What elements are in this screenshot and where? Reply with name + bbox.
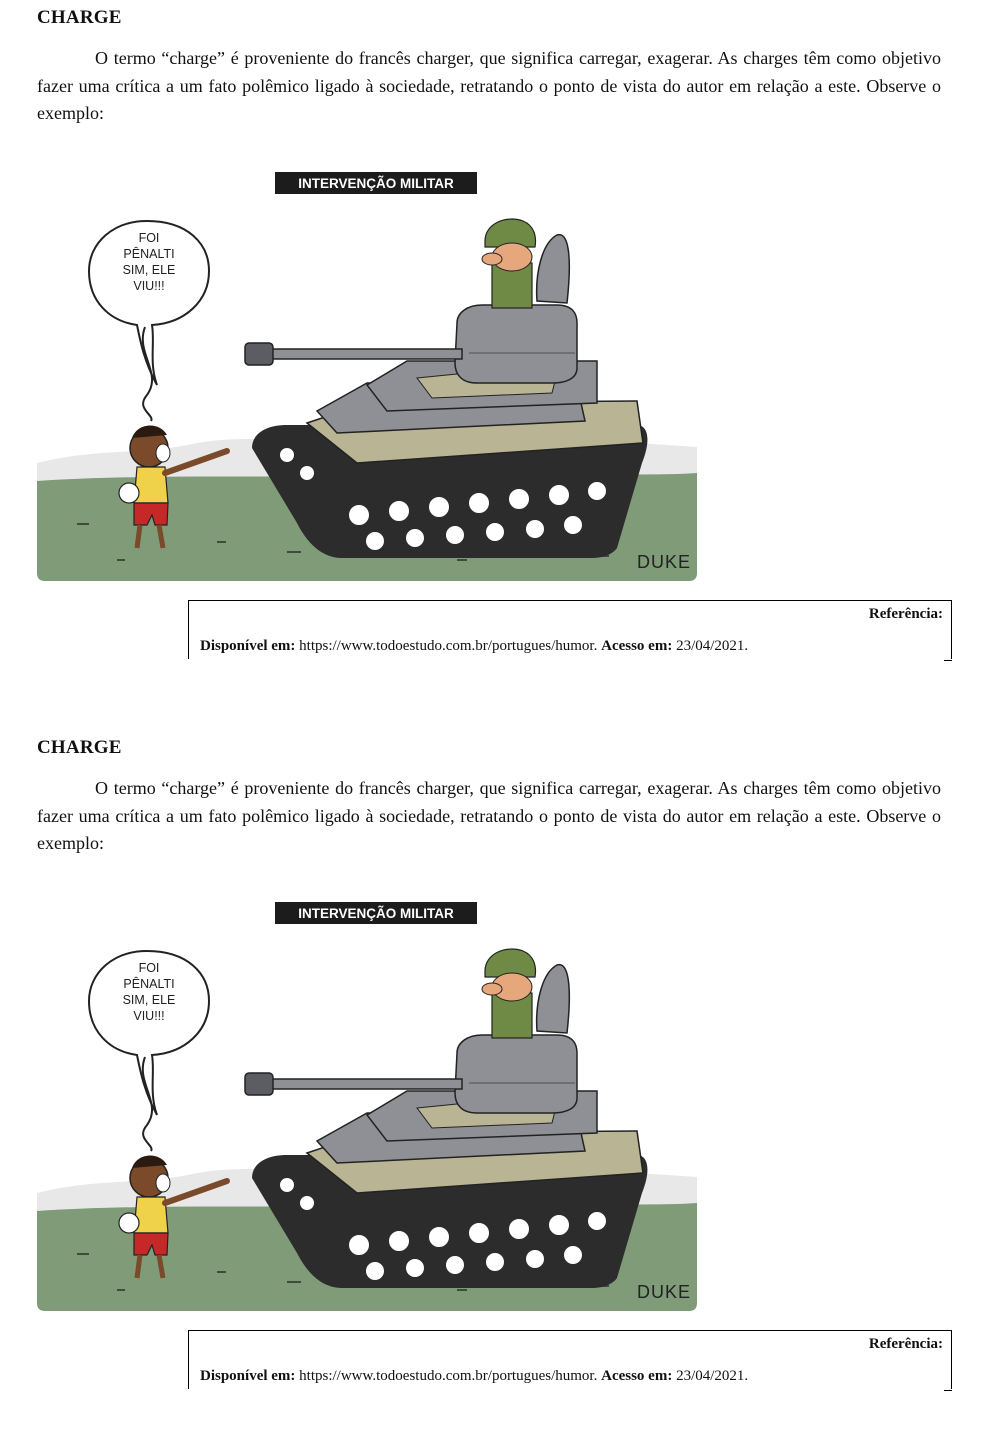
charge-section [0,0,982,700]
reference-url[interactable]: https://www.todoestudo.com.br/portugues/humor. [295,638,602,654]
reference-line [200,638,748,655]
charge-section [0,730,982,1430]
reference-title: Referência: [868,606,943,622]
access-label: Acesso em: [601,1368,673,1384]
available-label: Disponível em: [200,1368,296,1384]
cartoon-image [37,893,697,1313]
cartoon-signature: DUKE [637,1282,692,1302]
speech-line: PÊNALTI [123,247,175,261]
reference-url[interactable]: https://www.todoestudo.com.br/portugues/humor. [295,1368,602,1384]
access-label: Acesso em: [601,638,673,654]
cartoon-signature: DUKE [637,552,692,572]
tank-figure [245,949,647,1288]
access-date: 23/04/2021. [672,1368,749,1384]
section-heading: CHARGE [37,7,122,28]
intro-paragraph: O termo “charge” é proveniente do francês charger, que significa carregar, exagerar. As charges têm como objetivo fazer uma crítica a um fato polêmico ligado à sociedade, retratando o ponto de vista do autor em relação a este. Observe o exemplo: [37,48,941,123]
cartoon-banner: INTERVENÇÃO MILITAR [298,176,454,191]
reference-title: Referência: [868,1336,943,1352]
access-date: 23/04/2021. [672,638,749,654]
available-label: Disponível em: [200,638,296,654]
tank-figure [245,219,647,558]
section-heading: CHARGE [37,737,122,758]
speech-line: SIM, ELE [122,263,176,277]
cartoon-banner: INTERVENÇÃO MILITAR [298,906,454,921]
speech-line: VIU!!! [133,279,165,293]
speech-line: SIM, ELE [122,993,176,1007]
speech-line: VIU!!! [133,1009,165,1023]
reference-line [200,1368,748,1385]
speech-line: PÊNALTI [123,977,175,991]
speech-line: FOI [138,961,160,975]
cartoon-image [37,163,697,583]
intro-paragraph: O termo “charge” é proveniente do francês charger, que significa carregar, exagerar. As charges têm como objetivo fazer uma crítica a um fato polêmico ligado à sociedade, retratando o ponto de vista do autor em relação a este. Observe o exemplo: [37,778,941,853]
speech-line: FOI [138,231,160,245]
reference-box [188,1330,952,1389]
reference-box [188,600,952,659]
